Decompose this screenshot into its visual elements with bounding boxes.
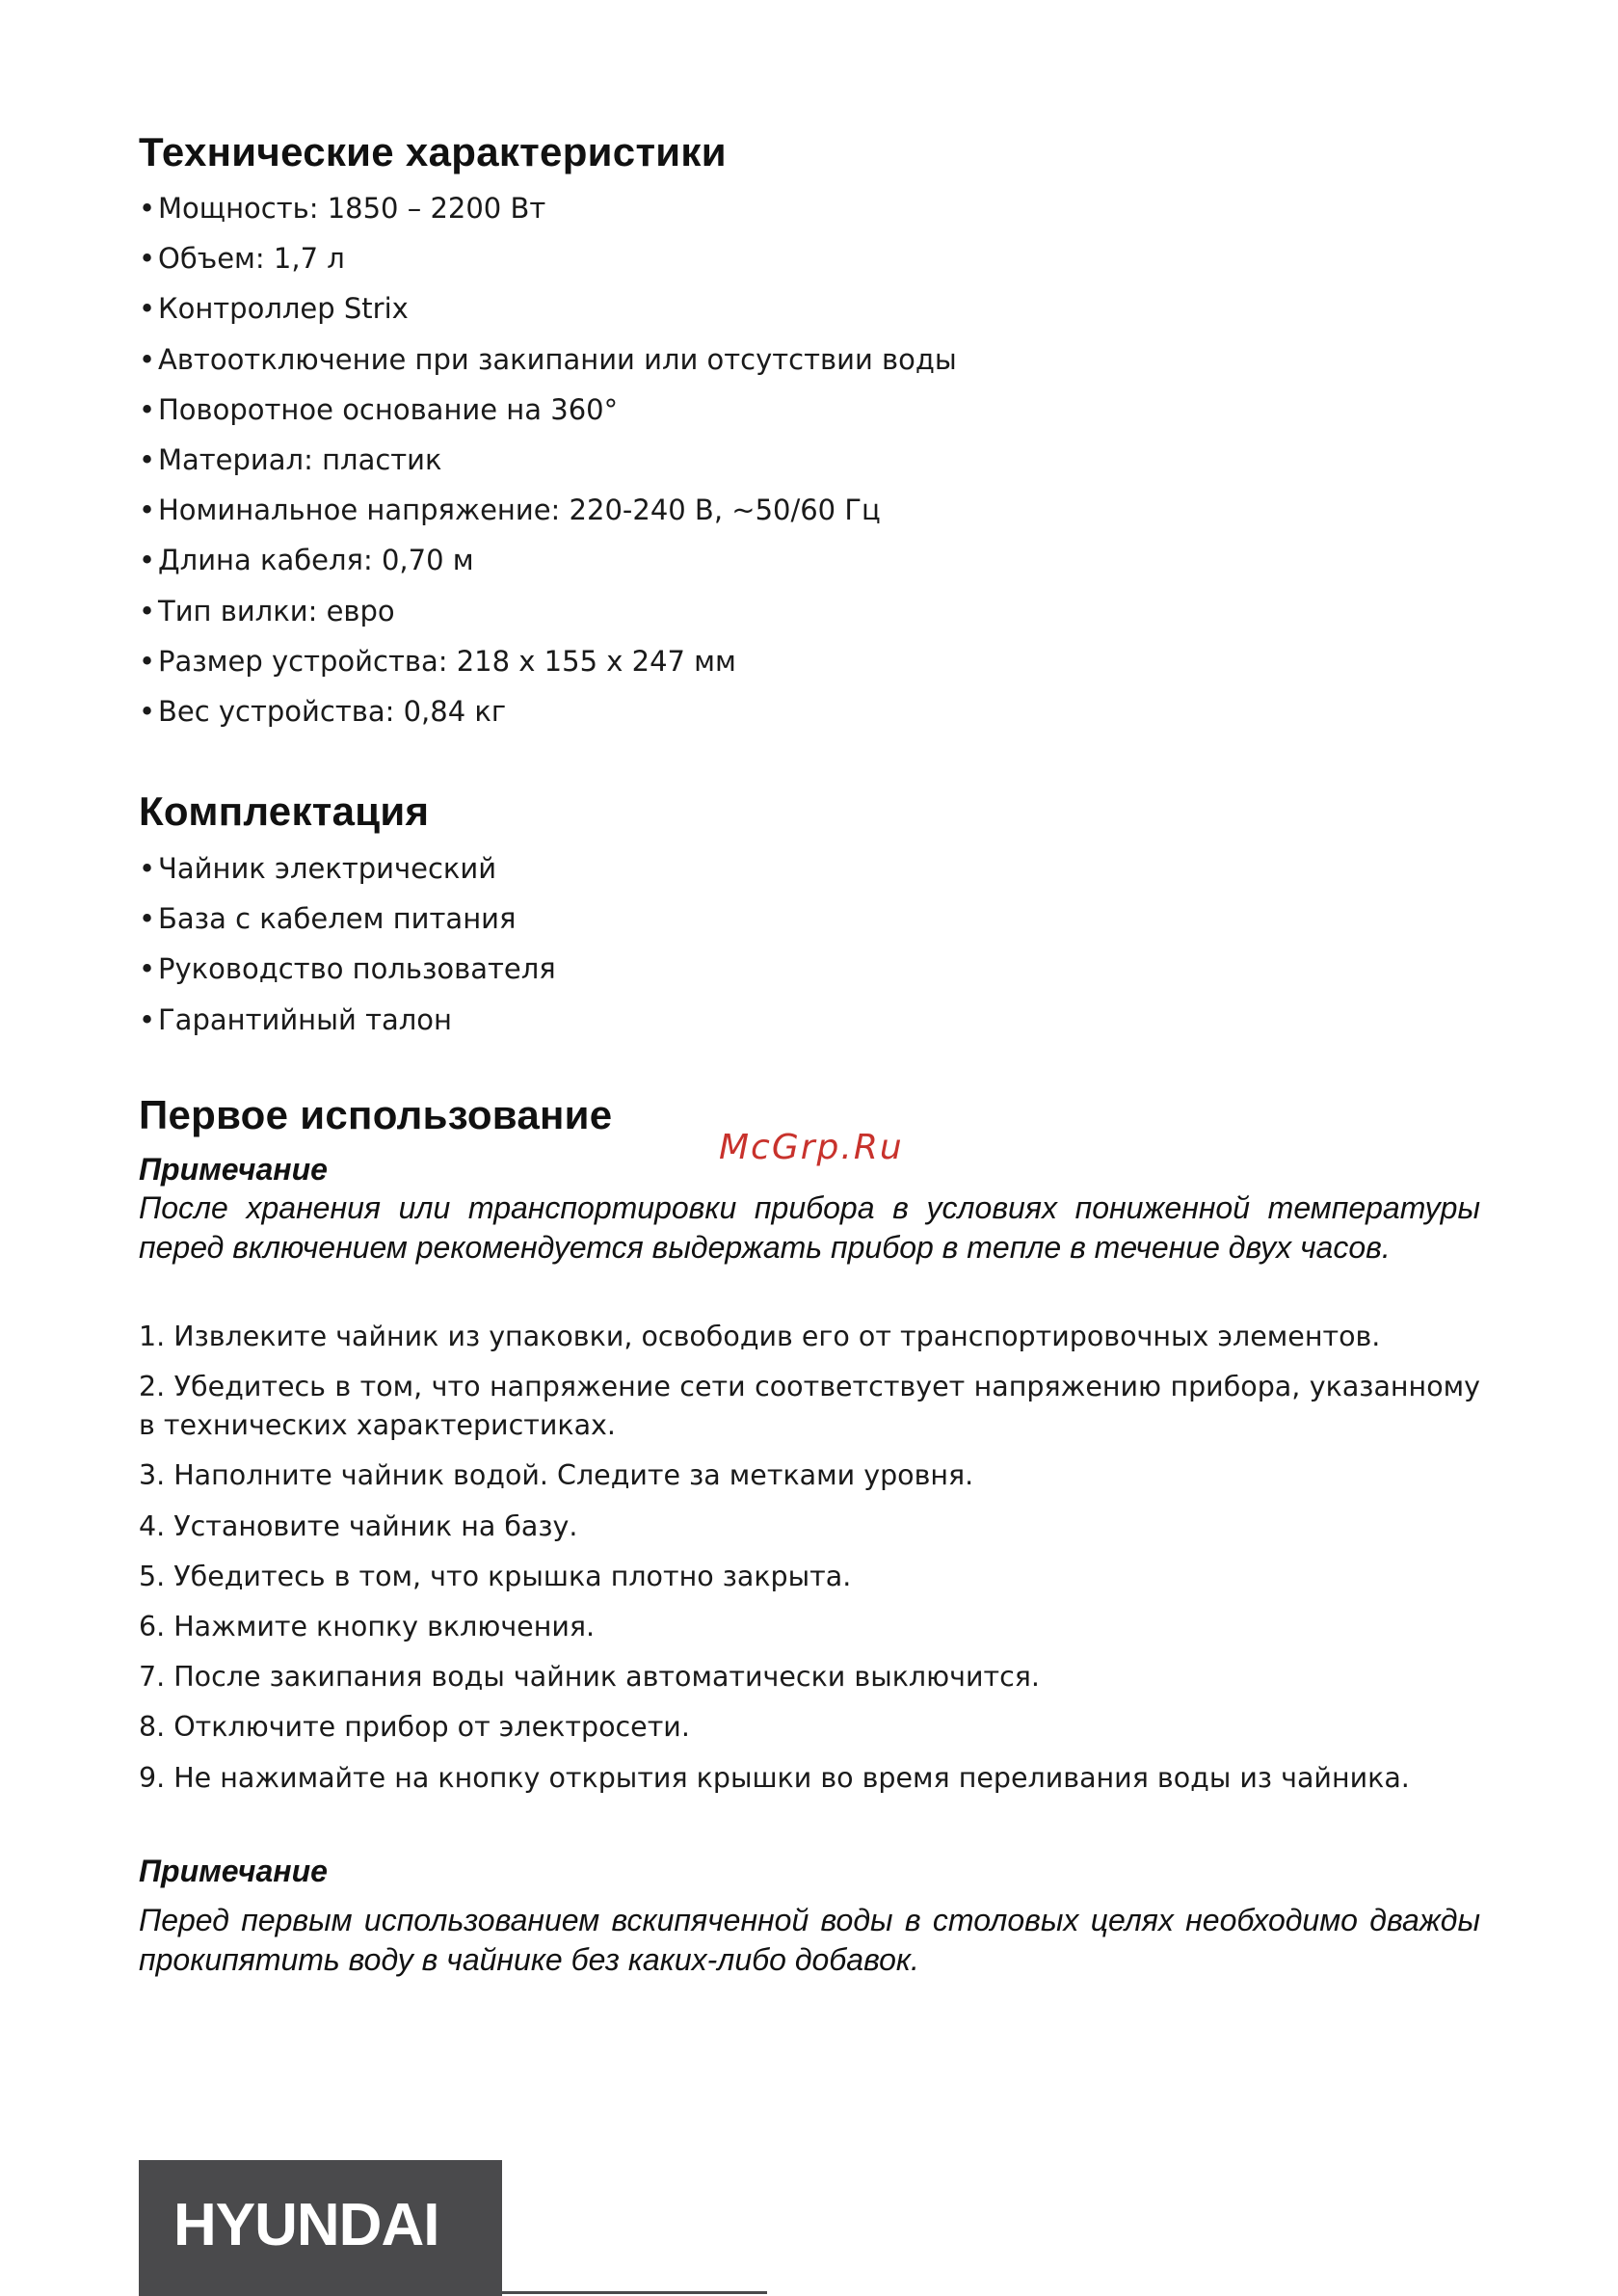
- list-item-text: Длина кабеля: 0,70 м: [158, 544, 474, 577]
- package-title: Комплектация: [139, 788, 430, 834]
- package-list: [139, 843, 556, 1045]
- list-item: [139, 283, 957, 334]
- steps-list: [139, 1318, 1480, 1809]
- list-item: [139, 995, 556, 1045]
- list-item-text: Размер устройства: 218 х 155 х 247 мм: [158, 644, 736, 678]
- note-label: Примечание: [139, 1152, 328, 1187]
- step-item: 1. Извлеките чайник из упаковки, освободив его от транспортировочных элементов.: [139, 1321, 1381, 1352]
- bullet-icon: •: [139, 544, 156, 577]
- bullet-icon: •: [139, 952, 156, 986]
- bullet-icon: •: [139, 242, 156, 276]
- list-item: [139, 385, 957, 435]
- list-item: [139, 485, 957, 535]
- list-item-text: Поворотное основание на 360°: [158, 392, 619, 426]
- step-item: 8. Отключите прибор от электросети.: [139, 1711, 690, 1744]
- list-item-text: Гарантийный талон: [158, 1002, 453, 1036]
- list-item-text: Номинальное напряжение: 220-240 В, ~50/60 Гц: [158, 494, 881, 527]
- list-item: [139, 435, 957, 485]
- list-item: [139, 535, 957, 585]
- bullet-icon: •: [139, 192, 156, 225]
- step-item: 9. Не нажимайте на кнопку открытия крышки во время переливания воды из чайника.: [139, 1761, 1410, 1794]
- list-item: [139, 686, 957, 736]
- list-item-text: Автоотключение при закипании или отсутствии воды: [158, 342, 957, 376]
- note-text: Перед первым использованием вскипяченной воды в столовых целях необходимо дважды прокипятить воду в чайнике без каких-либо добавок.: [139, 1903, 1480, 1977]
- step-item: 7. После закипания воды чайник автоматически выключится.: [139, 1661, 1040, 1694]
- list-item-text: Контроллер Strix: [158, 292, 409, 326]
- bullet-icon: •: [139, 494, 156, 527]
- list-item-text: Материал: пластик: [158, 442, 442, 476]
- list-item-text: Объем: 1,7 л: [158, 242, 345, 276]
- list-item-text: Руководство пользователя: [158, 952, 556, 986]
- list-item-text: Мощность: 1850 – 2200 Вт: [158, 192, 546, 225]
- list-item-text: База с кабелем питания: [158, 902, 517, 936]
- step-item: 6. Нажмите кнопку включения.: [139, 1610, 596, 1642]
- specs-list: [139, 183, 957, 736]
- bullet-icon: •: [139, 1002, 156, 1036]
- brand-logo: HYUNDAI: [173, 2192, 439, 2258]
- bullet-icon: •: [139, 694, 156, 728]
- list-item: [139, 636, 957, 686]
- bullet-icon: •: [139, 594, 156, 627]
- step-item: 5. Убедитесь в том, что крышка плотно закрыта.: [139, 1560, 852, 1592]
- list-item: [139, 944, 556, 994]
- list-item: [139, 233, 957, 283]
- bullet-icon: •: [139, 442, 156, 476]
- note-label: Примечание: [139, 1854, 328, 1888]
- list-item-text: Вес устройства: 0,84 кг: [158, 694, 507, 728]
- note-text: После хранения или транспортировки прибора в условиях пониженной температуры перед включением рекомендуется выдержать прибор в тепле в течение двух часов.: [139, 1190, 1480, 1265]
- list-item: [139, 586, 957, 636]
- bullet-icon: •: [139, 902, 156, 936]
- bullet-icon: •: [139, 392, 156, 426]
- step-item: 3. Наполните чайник водой. Следите за метками уровня.: [139, 1459, 974, 1492]
- specs-title: Технические характеристики: [139, 129, 727, 174]
- step-item: 4. Установите чайник на базу.: [139, 1509, 578, 1542]
- step-item: 2. Убедитесь в том, что напряжение сети соответствует напряжению прибора, указанному в технических характеристиках.: [139, 1371, 1480, 1442]
- bullet-icon: •: [139, 644, 156, 678]
- watermark: McGrp.Ru: [719, 1128, 904, 1167]
- list-item: [139, 894, 556, 944]
- footer-divider: [502, 2291, 767, 2294]
- first-use-title: Первое использование: [139, 1092, 613, 1137]
- bullet-icon: •: [139, 292, 156, 326]
- list-item-text: Тип вилки: евро: [158, 594, 395, 627]
- bullet-icon: •: [139, 852, 156, 885]
- bullet-icon: •: [139, 342, 156, 376]
- list-item-text: Чайник электрический: [158, 852, 497, 885]
- brand-logo-box: [139, 2160, 502, 2296]
- list-item: [139, 183, 957, 233]
- list-item: [139, 334, 957, 385]
- list-item: [139, 843, 556, 894]
